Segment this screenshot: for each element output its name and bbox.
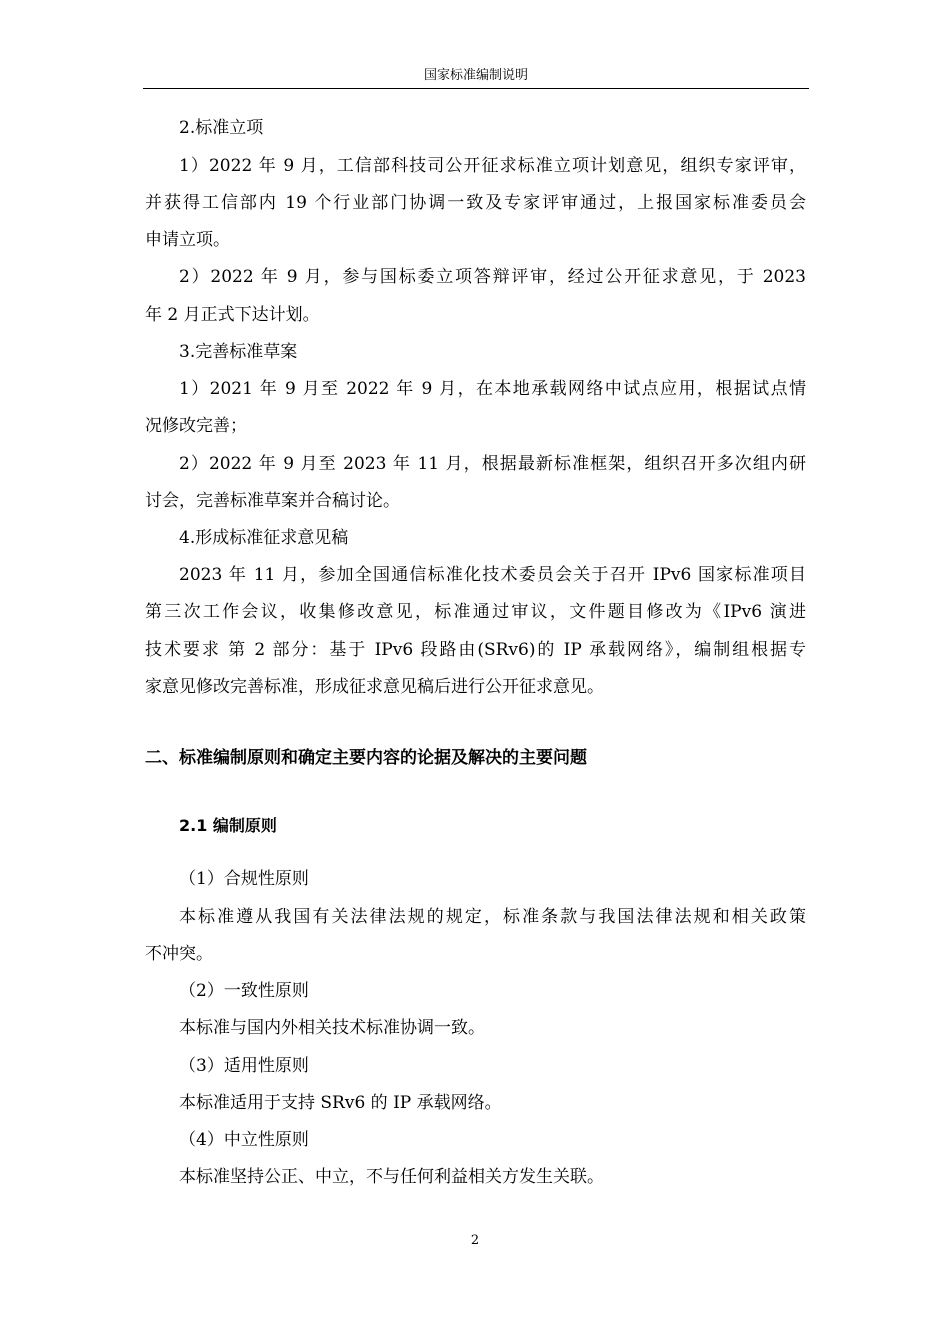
paragraph-line: 讨会，完善标准草案并合稿讨论。: [145, 491, 400, 511]
page-number: 2: [470, 1233, 480, 1248]
paragraph-line: 2）2022 年 9 月，参与国标委立项答辩评审，经过公开征求意见，于 2023: [179, 267, 806, 287]
paragraph-line: 1）2022 年 9 月，工信部科技司公开征求标准立项计划意见，组织专家评审，: [179, 156, 806, 176]
paragraph-line: 本标准坚持公正、中立，不与任何利益相关方发生关联。: [179, 1167, 604, 1187]
header-divider: [143, 88, 809, 89]
paragraph-line: 2023 年 11 月，参加全国通信标准化技术委员会关于召开 IPv6 国家标准项目: [179, 565, 806, 585]
paragraph-line: 本标准遵从我国有关法律法规的规定，标准条款与我国法律法规和相关政策: [179, 907, 806, 927]
heading-draft-for-comments: 4.形成标准征求意见稿: [179, 528, 349, 548]
paragraph-line: 1）2021 年 9 月至 2022 年 9 月，在本地承载网络中试点应用，根据试点情: [179, 379, 806, 399]
principle-heading: （4）中立性原则: [179, 1130, 309, 1150]
paragraph-line: 况修改完善；: [145, 416, 247, 436]
subsection-heading: 2.1 编制原则: [179, 816, 277, 835]
paragraph-line: 本标准与国内外相关技术标准协调一致。: [179, 1018, 485, 1038]
section-heading: 二、标准编制原则和确定主要内容的论据及解决的主要问题: [145, 748, 587, 768]
principle-heading: （3）适用性原则: [179, 1056, 309, 1076]
paragraph-line: 2）2022 年 9 月至 2023 年 11 月，根据最新标准框架，组织召开多次组内研: [179, 454, 806, 474]
paragraph-line: 技术要求 第 2 部分：基于 IPv6 段路由(SRv6)的 IP 承载网络》，编制组根据专: [145, 640, 806, 660]
paragraph-line: 本标准适用于支持 SRv6 的 IP 承载网络。: [179, 1093, 502, 1113]
heading-improve-draft: 3.完善标准草案: [179, 342, 298, 362]
paragraph-line: 不冲突。: [145, 944, 213, 964]
principle-heading: （1）合规性原则: [179, 869, 309, 889]
heading-standard-approval: 2.标准立项: [179, 118, 264, 138]
paragraph-line: 第三次工作会议，收集修改意见，标准通过审议，文件题目修改为《IPv6 演进: [145, 602, 806, 622]
paragraph-line: 年 2 月正式下达计划。: [145, 305, 320, 325]
paragraph-line: 家意见修改完善标准，形成征求意见稿后进行公开征求意见。: [145, 677, 604, 697]
paragraph-line: 并获得工信部内 19 个行业部门协调一致及专家评审通过，上报国家标准委员会: [145, 193, 806, 213]
page-header-title: 国家标准编制说明: [423, 68, 528, 83]
principle-heading: （2）一致性原则: [179, 981, 309, 1001]
paragraph-line: 申请立项。: [145, 230, 230, 250]
